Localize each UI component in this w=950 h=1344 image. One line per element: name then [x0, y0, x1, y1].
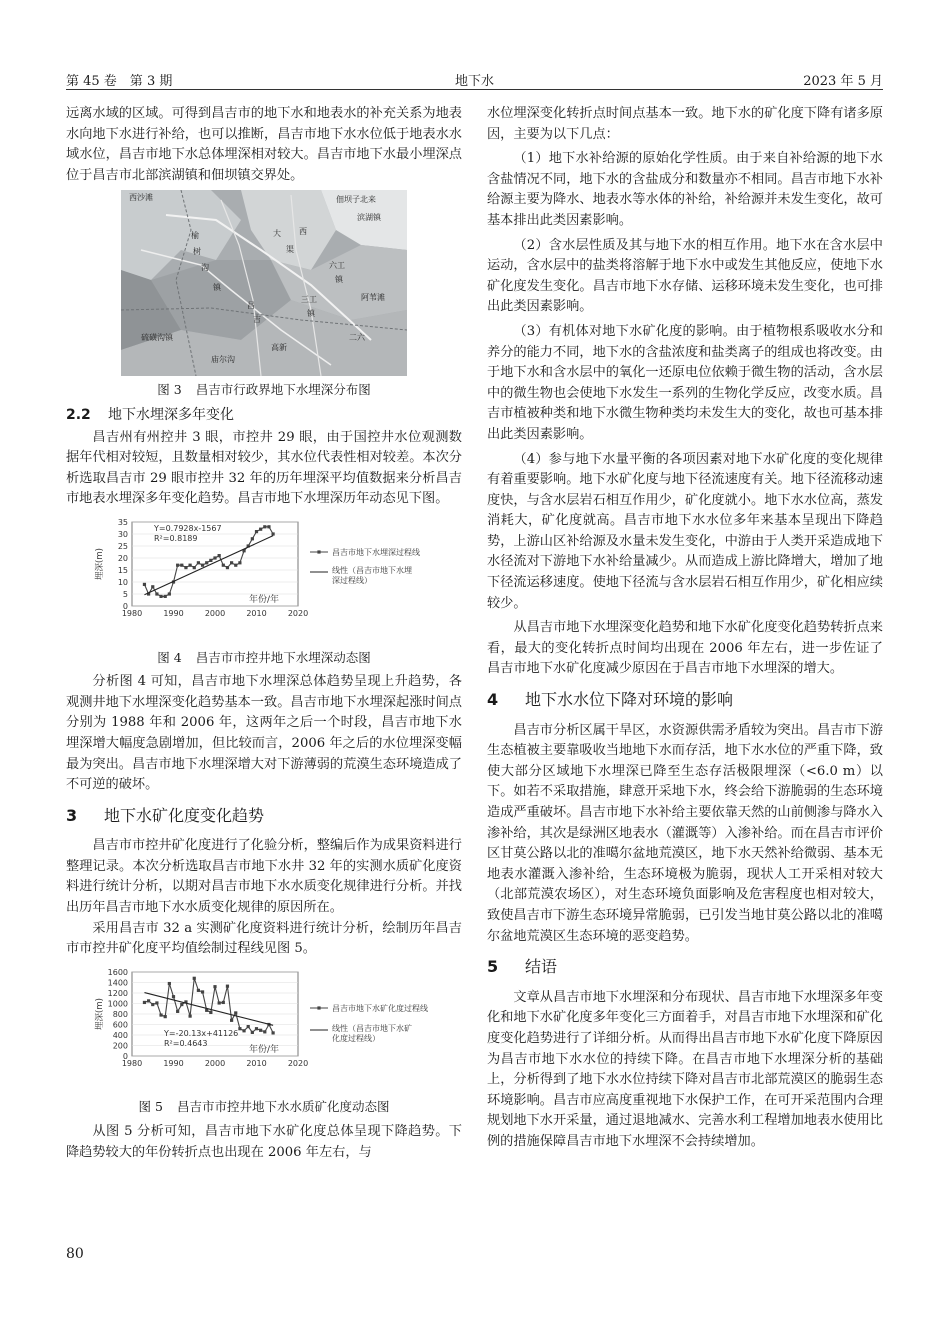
header-volume: 第 45 卷 第 3 期 — [66, 74, 173, 89]
map-graphic — [121, 190, 407, 376]
data-point — [193, 566, 196, 569]
map-place-label: 榆 — [191, 231, 199, 241]
data-point — [164, 1015, 167, 1018]
paragraph: （4）参与地下水量平衡的各项因素对地下水矿化度的变化规律有着重要影响。地下水矿化度与地下径流速度有关。地下径流移动速度快，与含水层岩石相互作用少，矿化度就小。地下水水位高，蒸发消耗大，矿化度就高。昌吉市地下水水位多年来基本呈现出下降趋势，上游山区补给源及水量未发生变化，中游由于人类开采造成地下水径流对下游地下水补给量减少。从而造成上游比降增大，增加了地下径流运移速度。使地下径流与含水层岩石相互作用少，矿化相应续较少。 — [487, 451, 883, 611]
data-point — [189, 1014, 192, 1017]
y-tick-label: 10 — [117, 577, 128, 587]
data-point — [222, 1001, 225, 1004]
data-point — [238, 561, 241, 564]
y-tick-label: 1000 — [107, 999, 128, 1009]
section-title: 结语 — [525, 957, 558, 977]
map-place-label: 六工 — [329, 261, 345, 271]
data-point — [251, 1031, 254, 1034]
y-tick-label: 1200 — [107, 988, 128, 998]
header-date: 2023 年 5 月 — [803, 74, 883, 89]
y-tick-label: 400 — [112, 1030, 128, 1040]
trend-equation: Y=-20.13x+41126 — [164, 1028, 239, 1038]
data-point — [176, 564, 179, 567]
x-tick-label: 1990 — [163, 1058, 184, 1068]
x-axis-label: 年份/年 — [248, 594, 280, 605]
data-point — [180, 1003, 183, 1006]
y-tick-label: 15 — [117, 565, 128, 575]
y-tick-label: 20 — [117, 553, 128, 563]
figure-label: 图 4 — [157, 649, 182, 665]
map-place-label: 滨湖镇 — [357, 213, 381, 223]
running-header — [66, 70, 883, 90]
map-place-label: 二六 — [349, 333, 365, 343]
y-tick-label: 25 — [117, 541, 128, 551]
x-tick-label: 2020 — [287, 608, 309, 618]
y-axis-label: 埋深(m) — [95, 997, 105, 1030]
data-point — [242, 1029, 245, 1032]
map-place-label: 镇 — [307, 309, 315, 319]
data-point — [238, 1027, 241, 1030]
data-point — [180, 564, 183, 567]
data-point — [164, 595, 167, 598]
data-point — [176, 1010, 179, 1013]
x-tick-label: 2010 — [246, 608, 267, 618]
legend-label: 线性（昌吉市地下水埋 — [332, 565, 412, 575]
map-place-label: 昌 — [247, 301, 255, 311]
figure-label: 图 5 — [138, 1099, 163, 1115]
section-title: 地下水埋深多年变化 — [108, 406, 234, 423]
y-tick-label: 0 — [122, 601, 128, 611]
data-point — [251, 537, 254, 540]
paragraph: 昌吉市市控井矿化度进行了化验分析，整编后作为成果资料进行整理记录。本次分析选取昌吉市地下水井 32 年的实测水质矿化度资料进行统计分析，以期对昌吉市地下水水质变化规律进行分析。并找出历年昌吉市地下水水质变化规律的原因所在。 — [66, 838, 462, 916]
data-point — [151, 585, 154, 588]
data-point — [151, 1003, 154, 1006]
data-point — [255, 530, 258, 533]
data-point — [168, 592, 171, 595]
y-axis-label: 埋深(m) — [95, 547, 105, 580]
paragraph: 昌吉州有州控井 3 眼，市控井 29 眼，由于国控井水位观测数据年代相对较短，且数量相对较少，其水位代表性相对较差。本次分析选取昌吉市 29 眼市控井 32 年的历年埋深平均值数据来分析昌吉市地表水埋深多年变化趋势。昌吉市地下水埋深历年动态见下图。 — [66, 429, 462, 507]
data-point — [159, 1013, 162, 1016]
data-point — [205, 561, 208, 564]
data-point — [201, 990, 204, 993]
map-place-label: 阿苇滩 — [361, 293, 385, 303]
section-title: 地下水矿化度变化趋势 — [104, 805, 265, 825]
map-place-label: 树 — [193, 247, 201, 257]
paragraph: 分析图 4 可知，昌吉市地下水埋深总体趋势呈现上升趋势，各观测井地下水埋深变化趋势基本一致。昌吉市地下水埋深起涨时间点分别为 1988 年和 2006 年，这两年之后一个时段，昌吉市地下水埋深增大幅度急剧增加，但比较而言，2006 年之后的水位埋深变幅最为突出。昌吉市地下水埋深增大对下游薄弱的荒漠生态环境造成了不可逆的破坏。 — [66, 674, 462, 793]
data-point — [189, 564, 192, 567]
paragraph: 从昌吉市地下水埋深变化趋势和地下水矿化度变化趋势转折点来看，最大的变化转折点时间均出现在 2006 年左右，进一步佐证了昌吉市地下水矿化度减少原因在于昌吉市地下水埋深的增大。 — [487, 620, 883, 677]
right-column — [487, 104, 883, 1153]
data-point — [247, 1025, 250, 1028]
section-heading-2-2 — [66, 405, 462, 426]
section-heading-5 — [487, 957, 883, 978]
header-journal: 地下水 — [454, 74, 494, 89]
data-point — [213, 556, 216, 559]
section-number: 2.2 — [66, 406, 91, 423]
figure-4 — [66, 514, 462, 668]
data-point — [218, 554, 221, 557]
legend-label-cont: 化度过程线） — [332, 1033, 380, 1043]
map-place-label: 镇 — [213, 283, 221, 293]
data-point — [168, 982, 171, 985]
page-number: 80 — [66, 1246, 84, 1262]
map-place-label: 沟 — [201, 263, 209, 273]
figure-label: 图 3 — [157, 382, 182, 398]
r-squared: R²=0.8189 — [154, 533, 198, 543]
paragraph: 远离水域的区域。可得到昌吉市的地下水和地表水的补充关系为地表水向地下水进行补给，也可以推断，昌吉市地下水水位低于地表水水域水位，昌吉市地下水总体埋深相对较大。昌吉市地下水最小埋深点位于昌吉市北部滨湖镇和佃坝镇交界处。 — [66, 106, 462, 183]
legend-label: 昌吉市地下水埋深过程线 — [332, 547, 420, 557]
data-point — [226, 566, 229, 569]
legend-marker — [317, 1006, 320, 1009]
y-tick-label: 200 — [112, 1041, 128, 1051]
legend-marker — [317, 550, 320, 553]
figure-5-caption — [66, 1097, 462, 1118]
x-tick-label: 2000 — [204, 1058, 226, 1068]
data-point — [209, 1011, 212, 1014]
data-point — [234, 564, 237, 567]
data-point — [263, 1030, 266, 1033]
section-heading-4 — [487, 690, 883, 711]
data-point — [197, 561, 200, 564]
y-tick-label: 1600 — [107, 967, 128, 977]
data-point — [222, 564, 225, 567]
section-heading-3 — [66, 806, 462, 827]
paragraph: 水位埋深变化转折点时间点基本一致。地下水的矿化度下降有诸多原因，主要为以下几点： — [487, 106, 883, 142]
data-point — [234, 1011, 237, 1014]
data-point — [147, 999, 150, 1002]
legend-label-cont: 深过程线） — [332, 575, 372, 585]
data-point — [213, 985, 216, 988]
data-point — [218, 1001, 221, 1004]
x-axis-label: 年份/年 — [248, 1044, 280, 1055]
paragraph: （1）地下水补给源的原始化学性质。由于来自补给源的地下水含盐情况不同，地下水的含盐成分和数量亦不相同。昌吉市地下水补给源主要为降水、地表水等水体的补给，补给源并未发生变化，故可基本排出此类因素影响。 — [487, 151, 883, 228]
figure-4-caption — [66, 648, 462, 669]
legend-label: 昌吉市地下水矿化度过程线 — [332, 1003, 428, 1013]
x-tick-label: 2010 — [246, 1058, 267, 1068]
figure-title: 昌吉市市控井地下水水质矿化度动态图 — [176, 1099, 390, 1115]
data-point — [230, 1019, 233, 1022]
data-point — [226, 984, 229, 987]
map-place-label: 硫磺沟镇 — [141, 333, 173, 343]
data-point — [197, 989, 200, 992]
map-place-label: 渠 — [286, 245, 294, 255]
figure-title: 昌吉市市控井地下水埋深动态图 — [195, 649, 371, 665]
data-point — [143, 583, 146, 586]
figure-3 — [66, 190, 462, 401]
map-place-label: 大 — [273, 229, 281, 239]
map-place-label: 佃坝子北来 — [336, 195, 376, 205]
figure-title: 昌吉市行政界地下水埋深分布图 — [195, 382, 371, 398]
section-number: 3 — [66, 805, 78, 825]
y-tick-label: 5 — [122, 589, 128, 599]
y-tick-label: 0 — [122, 1051, 128, 1061]
data-point — [272, 532, 275, 535]
data-point — [255, 1027, 258, 1030]
data-point — [230, 561, 233, 564]
paragraph: 昌吉市分析区属干旱区，水资源供需矛盾较为突出。昌吉市下游生态植被主要靠吸收当地地下水而存活，地下水水位的严重下降，致使大部分区域地下水埋深已降至生态存活极限埋深（<6.0 m）以下。如若不采取措施，肆意开采地下水，终会给下游脆弱的生态环境造成严重破坏。昌吉市地下水补给主要依靠天然的山前侧渗与降水入渗补给，其次是绿洲区地表水（灌溉等）入渗补给。而在昌吉市评价区甘莫公路以北的准噶尔盆地荒漠区，地下水天然补给微弱、基本无地表水灌溉入渗补给，生态环境极为脆弱，现状人工开采相对较大（北部荒漠农场区），对生态环境负面影响及危害程度也相对较大，致使昌吉市下游生态环境异常脆弱，已引发当地甘莫公路以北的准噶尔盆地荒漠区生态环境的恶变趋势。 — [487, 722, 883, 944]
paragraph: 采用昌吉市 32 a 实测矿化度资料进行统计分析，绘制历年昌吉市市控井矿化度平均值绘制过程线见图 5。 — [66, 920, 462, 957]
data-point — [143, 1001, 146, 1004]
groundwater-depth-map — [121, 190, 407, 376]
y-tick-label: 600 — [112, 1020, 128, 1030]
data-point — [201, 564, 204, 567]
map-place-label: 高新 — [271, 343, 287, 353]
map-place-label: 西沙滩 — [129, 193, 153, 203]
x-tick-label: 2020 — [287, 1058, 309, 1068]
paragraph: （2）含水层性质及其与地下水的相互作用。地下水在含水层中运动，含水层中的盐类将溶解于地下水中或发生其他反应，使地下水矿化度发生变化。昌吉市地下水存储、运移环境未发生变化，也可排出此类因素影响。 — [487, 237, 883, 315]
data-point — [259, 528, 262, 531]
map-place-label: 庙尔沟 — [211, 355, 235, 365]
paragraph: 从图 5 分析可知，昌吉市地下水矿化度总体呈现下降趋势。下降趋势较大的年份转折点也出现在 2006 年左右，与 — [66, 1124, 462, 1160]
y-tick-label: 30 — [117, 529, 128, 539]
section-title: 地下水水位下降对环境的影响 — [525, 690, 734, 710]
r-squared: R²=0.4643 — [164, 1038, 208, 1048]
section-number: 4 — [487, 690, 499, 710]
y-tick-label: 800 — [112, 1009, 128, 1019]
x-tick-label: 2000 — [204, 608, 226, 618]
figure-5 — [66, 964, 462, 1118]
data-point — [209, 559, 212, 562]
trend-equation: Y=0.7928x-1567 — [154, 523, 222, 533]
map-place-label: 三工 — [301, 295, 317, 305]
depth-chart — [66, 514, 462, 636]
y-tick-label: 1400 — [107, 978, 128, 988]
data-point — [184, 566, 187, 569]
paragraph: 文章从昌吉市地下水埋深和分布现状、昌吉市地下水埋深多年变化和地下水矿化度多年变化三方面着手，对昌吉市地下水埋深和矿化度变化趋势进行了详细分析。从而得出昌吉市地下水矿化度下降原因为昌吉市地下水水位的持续下降。在昌吉市地下水埋深分析的基础上，分析得到了地下水水位持续下降对昌吉市北部荒漠区的脆弱生态环境影响。昌吉市应高度重视地下水保护工作，在可开采范围内合理规划地下水开采量，通过退地减水、完善水利工程增加地表水使用比例的措施保障昌吉市地下水埋深不会持续增加。 — [487, 989, 883, 1149]
map-place-label: 吉 — [253, 315, 261, 325]
data-point — [267, 525, 270, 528]
header-rule — [66, 89, 883, 90]
data-point — [272, 1031, 275, 1034]
data-point — [263, 525, 266, 528]
data-point — [159, 595, 162, 598]
x-tick-label: 1980 — [121, 1058, 143, 1068]
figure-3-caption — [66, 380, 462, 401]
data-point — [193, 977, 196, 980]
trend-line — [144, 533, 273, 595]
y-tick-label: 35 — [117, 517, 128, 527]
data-point — [155, 1001, 158, 1004]
map-place-label: 镇 — [335, 275, 343, 285]
paragraph: （3）有机体对地下水矿化度的影响。由于植物根系吸收水分和养分的能力不同，地下水的含盐浓度和盐类离子的组成也将改变。由于地下水和含水层中的氧化一还原电位依赖于微生物的活动，含水层中的微生物也会使地下水发生一系列的生物化学反应，改变水质。昌吉市植被种类和地下水微生物种类均未发生大的变化，故也可基本排出此类因素影响。 — [487, 323, 883, 442]
data-point — [155, 592, 158, 595]
mineralization-chart — [66, 964, 462, 1086]
legend-label: 线性（昌吉市地下水矿 — [332, 1023, 412, 1033]
x-tick-label: 1980 — [121, 608, 143, 618]
map-place-label: 西 — [299, 227, 307, 237]
left-column — [66, 104, 462, 1163]
section-number: 5 — [487, 957, 499, 977]
trend-line — [144, 992, 273, 1025]
data-point — [259, 1029, 262, 1032]
x-tick-label: 1990 — [163, 608, 184, 618]
data-point — [172, 995, 175, 998]
